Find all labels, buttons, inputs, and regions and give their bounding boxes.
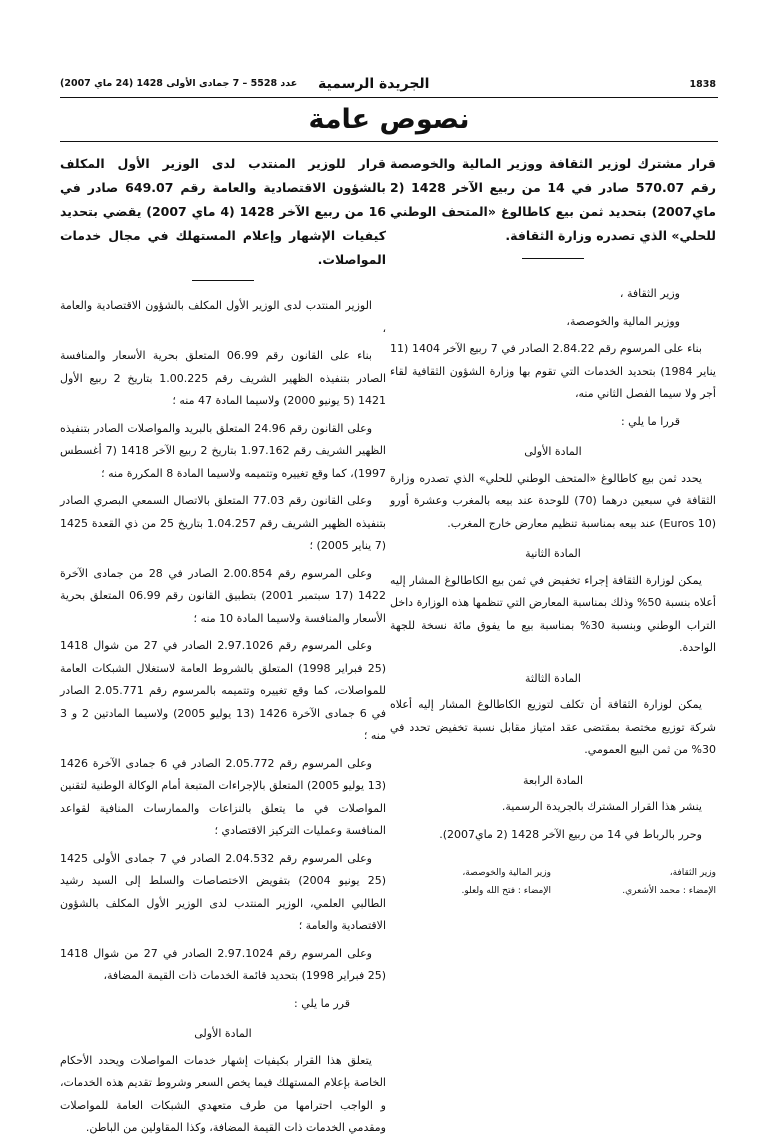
page-number: 1838 — [689, 79, 716, 90]
preamble-paragraph-1: بناء على القانون رقم 06.99 المتعلق بحرية الأسعار والمنافسة الصادر بتنفيذه الظهير الشريف رقم 1.00.225 بتاريخ 2 ربيع الأول 1421 (5 يونيو 2000) ولاسيما المادة 47 منه ؛ — [60, 349, 387, 407]
header-divider — [60, 97, 718, 98]
issue-line: عدد 5528 – 7 جمادى الأولى 1428 (24 ماي 2007) — [60, 78, 298, 89]
article-2-title: المادة الثانية — [525, 547, 581, 560]
preamble-paragraph-8: وعلى المرسوم رقم 2.97.1024 الصادر في 27 من شوال 1418 (25 فبراير 1998) بتحديد قائمة الخدمات ذات القيمة المضافة، — [60, 946, 386, 982]
signatory-finance: ووزير المالية والخوصصة، — [566, 314, 680, 328]
article-1-title: المادة الأولى — [194, 1027, 252, 1040]
preamble-paragraph-4: وعلى المرسوم رقم 2.00.854 الصادر في 28 من جمادى الآخرة 1422 (17 سبتمبر 2001) بتطبيق القانون رقم 06.99 المتعلق بحرية الأسعار والمنافسة ولاسيما المادة 10 منه ؛ — [60, 566, 386, 625]
signature-culture-name: الإمضاء : محمد الأشعري. — [622, 886, 716, 896]
article-1-text: يحدد ثمن بيع كاطالوغ «المتحف الوطني للحلي» الذي تصدره وزارة الثقافة في سبعين درهما (70) للوحدة عند بيعه بالمغرب وعشرة أورو (Euros 10) عند بيعه بمناسبة تنظيم معارض خارج المغرب. — [390, 471, 716, 530]
right-column — [390, 152, 716, 904]
journal-title: الجريدة الرسمية — [318, 76, 430, 92]
article-4-title: المادة الرابعة — [522, 773, 584, 787]
section-divider — [60, 141, 718, 142]
preamble-paragraph-6: وعلى المرسوم رقم 2.05.772 الصادر في 6 جمادى الآخرة 1426 (13 يوليو 2005) المتعلق بالإجراءات المتبعة أمام الوكالة الوطنية لتقنين المواصلات في ما يتعلق بالنزاعات والممارسات المنافية لقواعد المنافسة وعمليات التركيز الاقتصادي ؛ — [60, 756, 387, 837]
decided-label: قررا ما يلي : — [620, 414, 680, 428]
article-1-text: يتعلق هذا القرار بكيفيات إشهار خدمات المواصلات ويحدد الأحكام الخاصة بإعلام المستهلك فيما يخص السعر وشروط تقديم هذه الخدمات، و الواجب احترامها من طرف متعهدي الشبكات العامة للمواصلات ومقدمي الخدمات ذات القيمة المضافة، وكذا المقاولين من الباطن. — [60, 1053, 386, 1134]
preamble-paragraph-7: وعلى المرسوم رقم 2.04.532 الصادر في 7 جمادى الأولى 1425 (25 يونيو 2004) بتفويض الاختصاصات والسلط إلى السيد رشيد الطالبي العلمي، الوزير المنتدب لدى الوزير الأول المكلف بالشؤون الاقتصادية والعامة ؛ — [60, 851, 386, 932]
article-3-title: المادة الثالثة — [525, 671, 581, 685]
preamble-paragraph-2: وعلى القانون رقم 24.96 المتعلق بالبريد والمواصلات الصادر بتنفيذه الظهير الشريف رقم 1.97.162 بتاريخ 2 ربيع الآخر 1418 (7 أغسطس 1997)، كما وقع تغييره وتتميمه ولاسيما المادة 8 المكررة منه ؛ — [60, 421, 386, 480]
section-title: نصوص عامة — [308, 104, 470, 135]
preamble-paragraph-5: وعلى المرسوم رقم 2.97.1026 الصادر في 27 من شوال 1418 (25 فبراير 1998) المتعلق بالشروط العامة لاستغلال الشبكات العامة للمواصلات، كما وقع تغييره وتتميمه بالمرسوم رقم 2.05.771 الصادر في 6 جمادى الآخرة 1426 (13 يوليو 2005) ولاسيما المادتين 2 و 3 منه ؛ — [60, 639, 386, 742]
signature-block — [390, 864, 716, 904]
article-1-title: المادة الأولى — [524, 445, 582, 458]
article-4-text: ينشر هذا القرار المشترك بالجريدة الرسمية. — [501, 800, 702, 813]
done-at-line: وحرر بالرباط في 14 من ربيع الآخر 1428 (2 ماي2007). — [439, 827, 702, 841]
decree-title-culture: قرار مشترك لوزير الثقافة ووزير المالية والخوصصة رقم 570.07 صادر في 14 من ربيع الآخر 1428 (2 ماي2007) بتحديد ثمن بيع كاطالوغ «المتحف الوطني للحلي» الذي تصدره وزارة الثقافة. — [390, 156, 716, 243]
title-divider — [192, 280, 254, 281]
signature-finance-title: وزير المالية والخوصصة، — [462, 868, 551, 878]
article-2-text: يمكن لوزارة الثقافة إجراء تخفيض في ثمن بيع الكاطالوغ المشار إليه أعلاه بنسبة 50% وذلك بمناسبة المعارض التي تنظمها هذه الوزارة داخل التراب الوطني وبنسبة 30% بمناسبة بيع ما يفوق مائة نسخة للجهة الواحدة. — [390, 573, 716, 654]
signature-culture — [622, 864, 716, 900]
minister-line: الوزير المنتدب لدى الوزير الأول المكلف بالشؤون الاقتصادية والعامة ، — [60, 299, 386, 335]
article-3-text: يمكن لوزارة الثقافة أن تكلف لتوزيع الكاطالوغ المشار إليه أعلاه شركة توزيع مختصة بمقتضى عقد امتياز مقابل نسبة تخفيض تحدد في 30% من ثمن البيع العمومي. — [390, 698, 716, 756]
signature-culture-title: وزير الثقافة، — [669, 868, 716, 878]
page-header — [60, 76, 716, 94]
title-divider — [522, 258, 584, 259]
signatory-culture: وزير الثقافة ، — [619, 287, 680, 300]
signature-finance-name: الإمضاء : فتح الله ولعلو. — [461, 886, 551, 896]
decree-title-telecom: قرار للوزير المنتدب لدى الوزير الأول المكلف بالشؤون الاقتصادية والعامة رقم 649.07 صادر في 16 من ربيع الآخر 1428 (4 ماي 2007) يقضي بتحديد كيفيات الإشهار وإعلام المستهلك في مجال خدمات المواصلات. — [60, 156, 386, 267]
preamble-paragraph-3: وعلى القانون رقم 77.03 المتعلق بالاتصال السمعي البصري الصادر بتنفيذه الظهير الشريف رقم 1.04.257 بتاريخ 25 من ذي القعدة 1425 (7 يناير 2005) ؛ — [60, 494, 386, 552]
preamble-paragraph: بناء على المرسوم رقم 2.84.22 الصادر في 7 ربيع الآخر 1404 (11 يناير 1984) بتحديد الخدمات التي تقوم بها وزارة الشؤون الثقافية لقاء أجر ولا سيما الفصل الثاني منه، — [390, 342, 716, 400]
left-column — [60, 152, 386, 1140]
decided-label: قرر ما يلي : — [294, 996, 350, 1010]
signature-finance — [461, 864, 551, 900]
